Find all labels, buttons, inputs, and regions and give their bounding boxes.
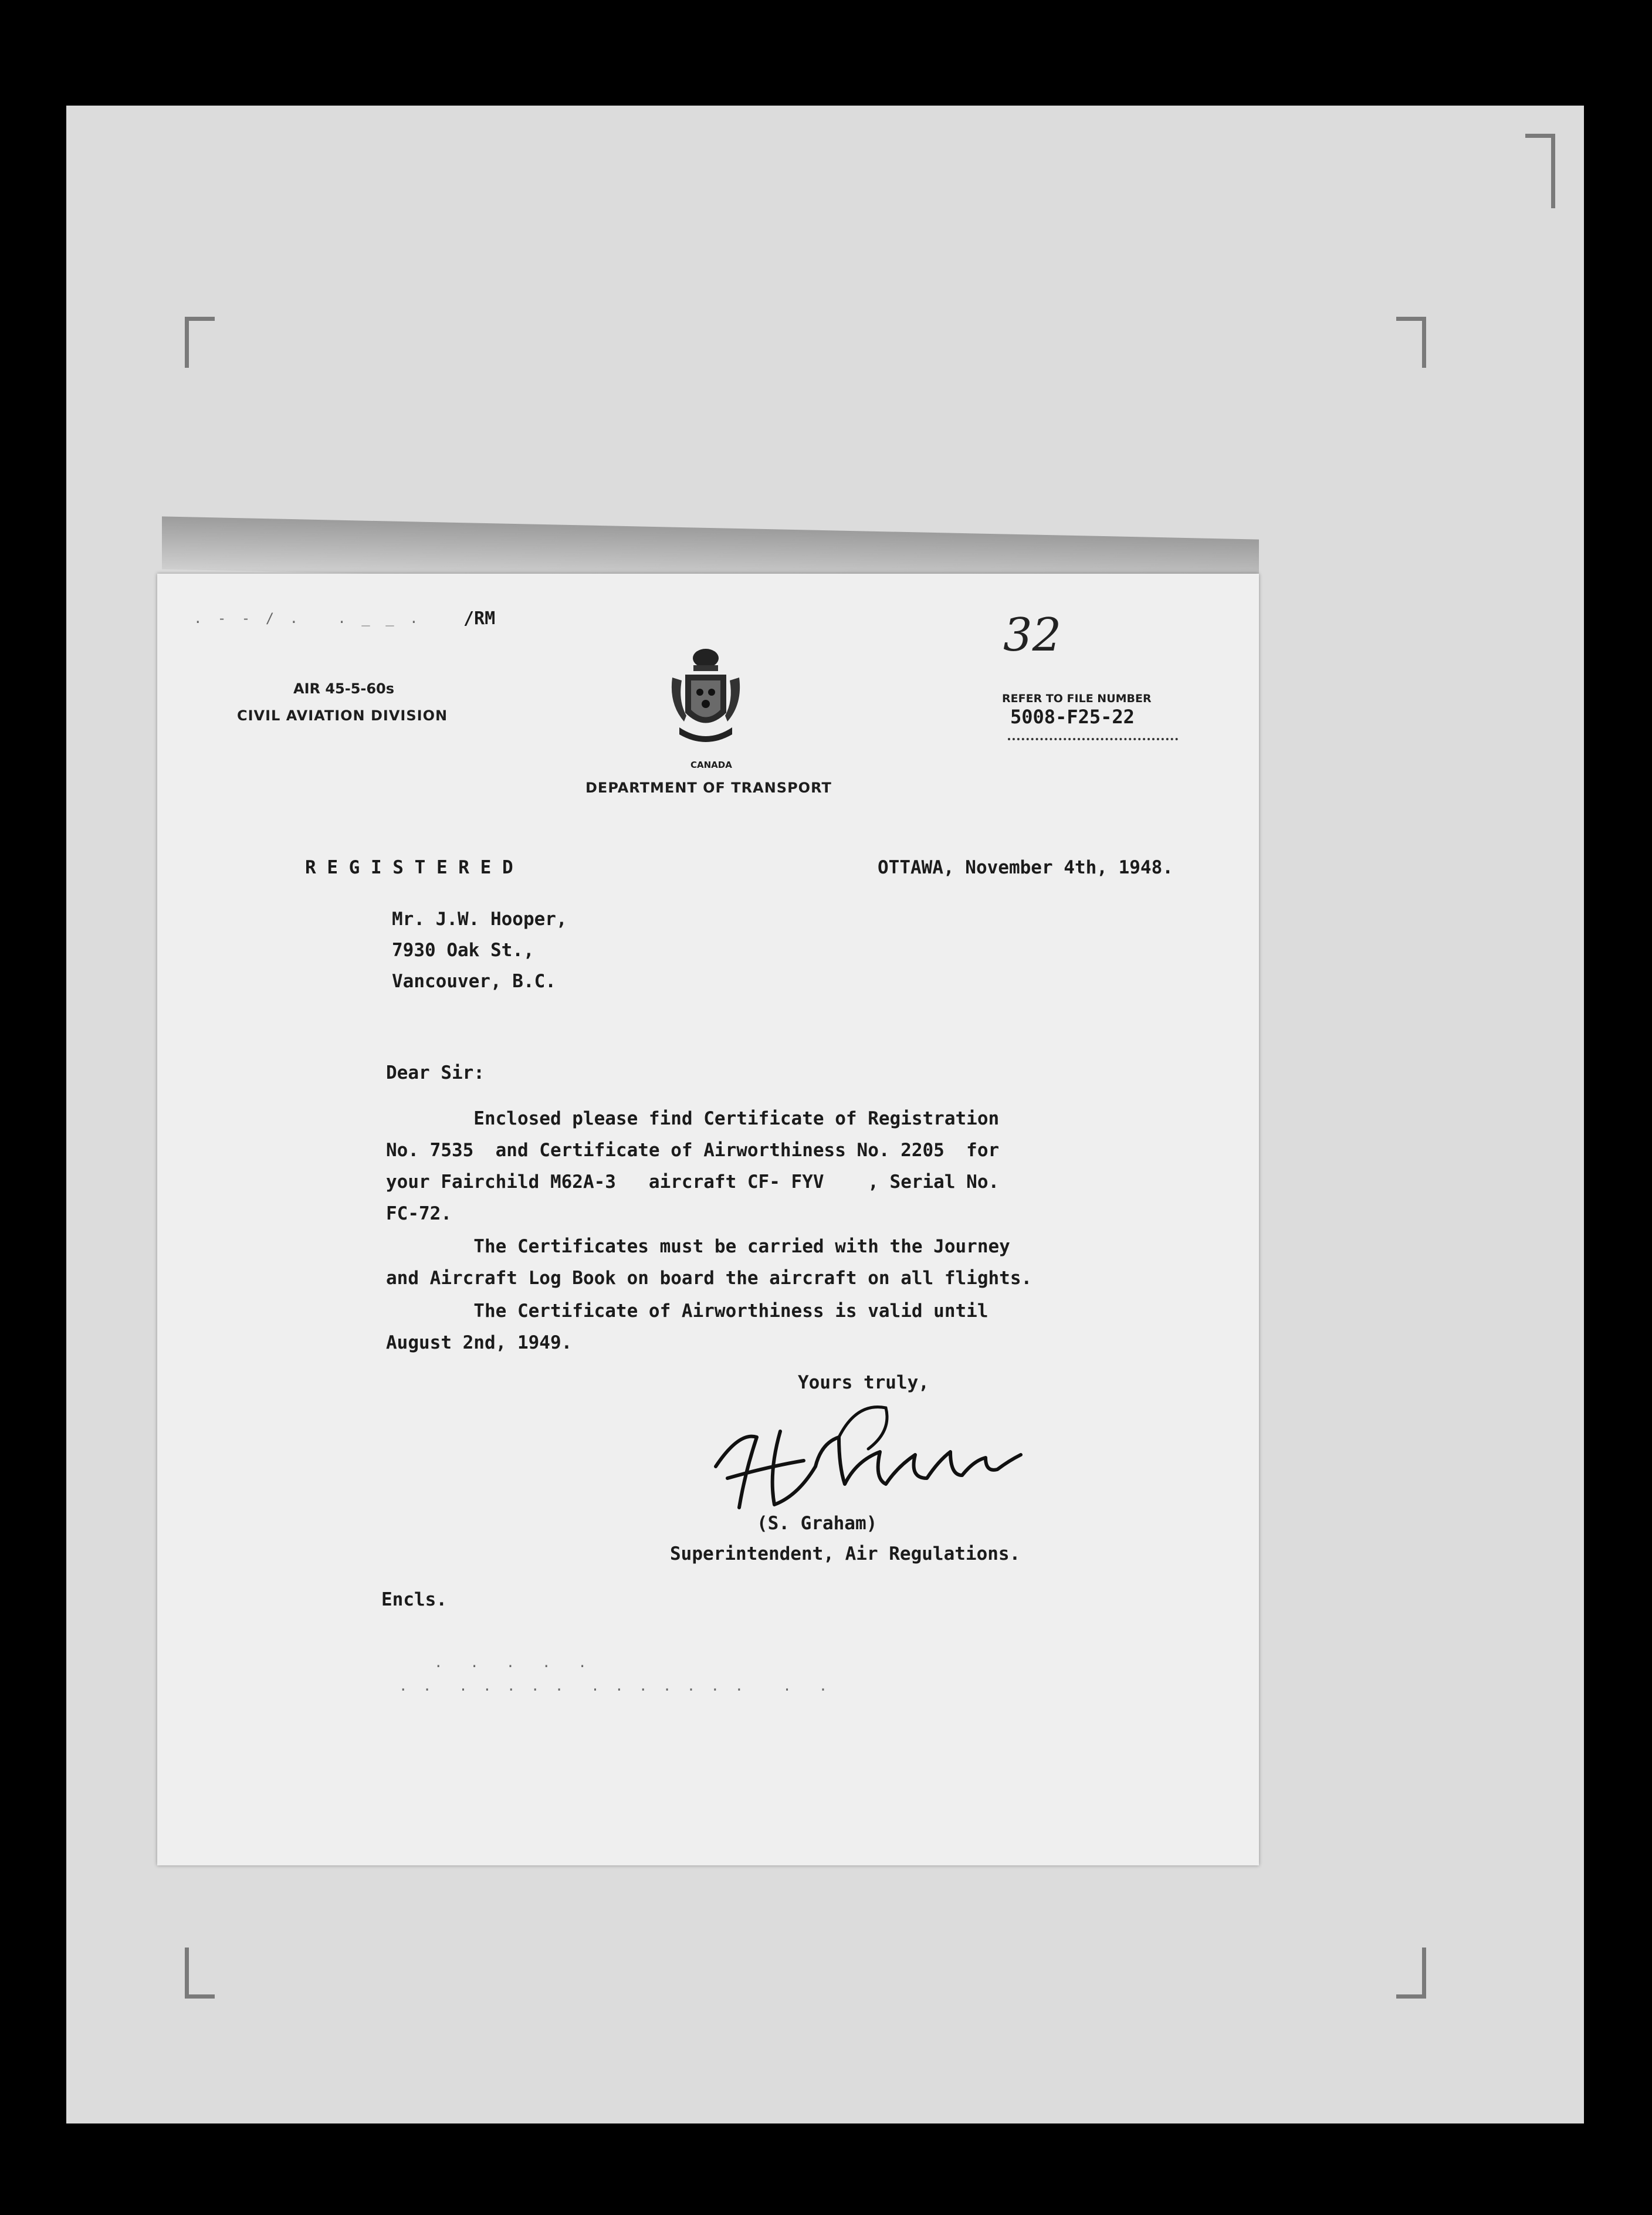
paragraph3-line-1: The Certificate of Airworthiness is valid until <box>386 1300 989 1322</box>
paragraph2-line-2: and Aircraft Log Book on board the aircraft on all flights. <box>386 1268 1032 1289</box>
enclosure-note: Encls. <box>381 1589 447 1610</box>
closing: Yours truly, <box>798 1372 929 1393</box>
addressee-line-1: Mr. J.W. Hooper, <box>392 909 567 930</box>
registered-mark: R E G I S T E R E D <box>305 857 513 878</box>
crop-mark-top-right <box>1396 317 1426 368</box>
handwritten-signature-icon <box>704 1396 1056 1525</box>
file-number: 5008-F25-22 <box>1010 706 1135 728</box>
typist-initials: /RM <box>463 608 496 629</box>
crop-mark-bottom-left <box>185 1948 215 1999</box>
canada-coat-of-arms-icon <box>668 645 744 751</box>
paragraph1-line-3: your Fairchild M62A-3 aircraft CF- FYV , Serial No. <box>386 1171 1000 1193</box>
country-label: CANADA <box>690 760 732 770</box>
crop-mark-bottom-right <box>1396 1948 1426 1999</box>
addressee-line-3: Vancouver, B.C. <box>392 971 556 992</box>
paragraph1-line-4: FC-72. <box>386 1203 452 1224</box>
addressee-line-2: 7930 Oak St., <box>392 940 534 961</box>
faded-marks-lower-1: . . . . . <box>434 1654 590 1671</box>
handwritten-page-number: 32 <box>1003 609 1062 662</box>
place-date: OTTAWA, November 4th, 1948. <box>878 857 1173 878</box>
signer-title: Superintendent, Air Regulations. <box>670 1543 1021 1564</box>
paragraph2-line-1: The Certificates must be carried with the Journey <box>386 1236 1010 1257</box>
faded-marks-lower-2: . . . . . . . . . . . . . . . . <box>399 1678 831 1694</box>
paragraph1-line-1: Enclosed please find Certificate of Registration <box>386 1108 1000 1129</box>
refer-file-label: REFER TO FILE NUMBER <box>1002 692 1152 705</box>
salutation: Dear Sir: <box>386 1062 485 1083</box>
crop-mark-outer-top-right <box>1525 134 1555 208</box>
file-number-underline <box>1008 738 1178 740</box>
paragraph3-line-2: August 2nd, 1949. <box>386 1332 573 1353</box>
department-name: DEPARTMENT OF TRANSPORT <box>585 780 832 796</box>
paragraph1-line-2: No. 7535 and Certificate of Airworthiness No. 2205 for <box>386 1140 1000 1161</box>
division-name: CIVIL AVIATION DIVISION <box>237 707 448 724</box>
signer-name: (S. Graham) <box>757 1513 878 1534</box>
file-code: AIR 45-5-60s <box>293 680 395 697</box>
crop-mark-top-left <box>185 317 215 368</box>
faded-marks: . - - / . . _ _ . <box>194 610 422 626</box>
